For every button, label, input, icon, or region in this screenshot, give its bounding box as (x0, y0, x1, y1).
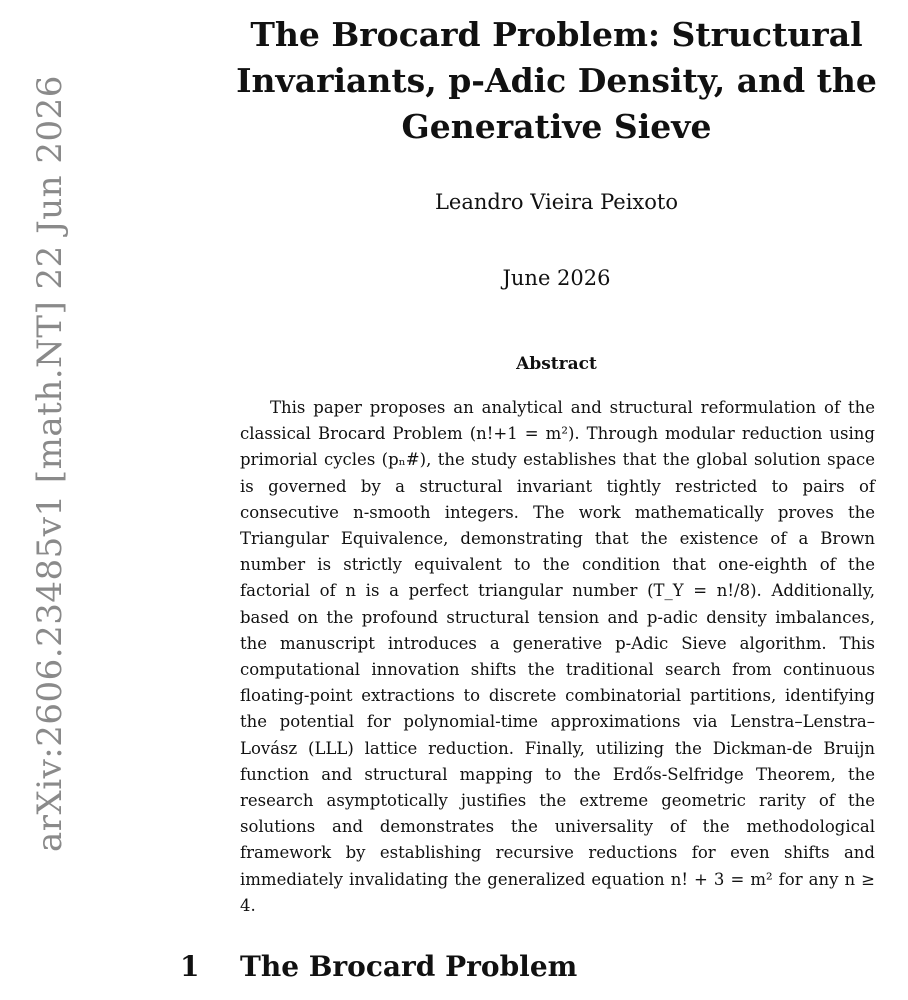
abstract-text: This paper proposes an analytical and structural reformulation of the classical Brocard Problem (n!+1 = m²). Through modular reduction using primorial cycles (pₙ#), the study establishes that the global solution space is governed by a structural invariant tightly restricted to pairs of consecutive n-smooth integers. The work mathematically proves the Triangular Equivalence, demonstrating that the existence of a Brown number is strictly equivalent to the condition that one-eighth of the factorial of n is a perfect triangular number (T_Y = n!/8). Additionally, based on the profound structural tension and p-adic density imbalances, the manuscript introduces a generative p-Adic Sieve algorithm. This computational innovation shifts the traditional search from continuous floating-point extractions to discrete combinatorial partitions, identifying the potential for polynomial-time approximations via Lenstra–Lenstra–Lovász (LLL) lattice reduction. Finally, utilizing the Dickman-de Bruijn function and structural mapping to the Erdős-Selfridge Theorem, the research asymptotically justifies the extreme geometric rarity of the solutions and demonstrates the universality of the methodological framework by establishing recursive reductions for even shifts and immediately invalidating the generalized equation n! + 3 = m² for any n ≥ 4. (240, 398, 875, 915)
paper-date: June 2026 (502, 266, 611, 290)
section-title: The Brocard Problem (240, 950, 578, 983)
paper-title: The Brocard Problem: Structural Invariants, p-Adic Density, and the Generative Sieve (236, 15, 877, 146)
paper-author: Leandro Vieira Peixoto (434, 190, 678, 214)
abstract-heading: Abstract (516, 354, 597, 374)
section-heading (180, 950, 577, 983)
section-number: 1 (180, 950, 200, 983)
arxiv-identifier-stamp: arXiv:2606.23485v1 [math.NT] 22 Jun 2026 (30, 75, 70, 852)
